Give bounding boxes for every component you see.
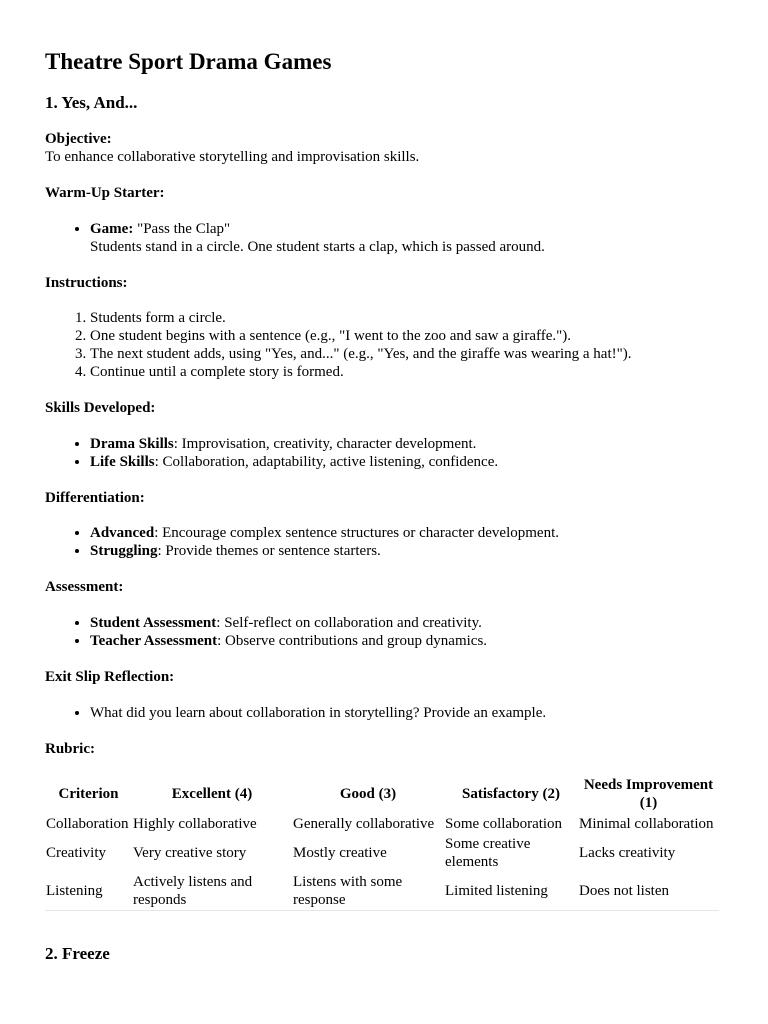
instructions-label: Instructions: <box>45 275 128 291</box>
table-cell: Does not listen <box>578 872 719 911</box>
table-cell: Collaboration <box>46 816 129 832</box>
column-header: Needs Improvement (1) <box>583 777 714 811</box>
list-item: 1. Students form a circle. <box>90 309 748 327</box>
table-cell: Some creative elements <box>445 836 531 870</box>
list-item: • Drama Skills: Improvisation, creativity, character development. <box>90 435 748 453</box>
game2-heading: 2. Freeze <box>45 944 110 963</box>
table-cell: Actively listens and responds <box>132 872 292 911</box>
list-item: • What did you learn about collaboration in storytelling? Provide an example. <box>90 704 748 722</box>
objective-label: Objective: <box>45 131 112 147</box>
differentiation-label: Differentiation: <box>45 490 145 506</box>
list-item: • Life Skills: Collaboration, adaptability, active listening, confidence. <box>90 453 748 471</box>
skills-list <box>45 435 748 471</box>
rubric-table <box>45 774 719 911</box>
table-cell: Limited listening <box>444 872 578 911</box>
table-row <box>45 814 719 834</box>
column-header: Criterion <box>58 786 119 802</box>
skills-label: Skills Developed: <box>45 400 156 416</box>
rubric-label: Rubric: <box>45 741 95 757</box>
exit-slip-label: Exit Slip Reflection: <box>45 669 175 685</box>
column-header: Excellent (4) <box>171 786 253 802</box>
list-item: 2. One student begins with a sentence (e.g., "I went to the zoo and saw a giraffe."). <box>90 327 748 345</box>
table-cell: Highly collaborative <box>133 816 257 832</box>
table-header-row <box>45 774 719 814</box>
table-cell: Listens with some response <box>292 872 444 911</box>
table-cell: Mostly creative <box>293 845 387 861</box>
table-cell: Lacks creativity <box>579 845 676 861</box>
table-cell: Some collaboration <box>445 816 563 832</box>
list-item: • Struggling: Provide themes or sentence starters. <box>90 542 748 560</box>
instructions-list <box>45 309 748 381</box>
list-item: • Game: "Pass the Clap" Students stand in a circle. One student starts a clap, which is passed around. <box>90 220 748 256</box>
list-item: • Advanced: Encourage complex sentence structures or character development. <box>90 524 748 542</box>
list-item: 4. Continue until a complete story is formed. <box>90 363 748 381</box>
table-row <box>45 872 719 911</box>
assessment-label: Assessment: <box>45 579 124 595</box>
objective-text: To enhance collaborative storytelling and improvisation skills. <box>45 149 420 165</box>
assessment-list <box>45 614 748 650</box>
warmup-list <box>45 220 748 256</box>
exit-slip-list <box>45 704 748 722</box>
table-cell: Minimal collaboration <box>579 816 714 832</box>
table-row <box>45 834 719 872</box>
list-item: • Student Assessment: Self-reflect on collaboration and creativity. <box>90 614 748 632</box>
table-cell: Creativity <box>46 845 106 861</box>
table-cell: Very creative story <box>133 845 247 861</box>
table-cell: Generally collaborative <box>293 816 435 832</box>
table-cell: Listening <box>45 872 132 911</box>
list-item: 3. The next student adds, using "Yes, and..." (e.g., "Yes, and the giraffe was wearing a hat!"). <box>90 345 748 363</box>
game1-heading: 1. Yes, And... <box>45 93 138 112</box>
warmup-label: Warm-Up Starter: <box>45 185 165 201</box>
page-title: Theatre Sport Drama Games <box>45 49 332 74</box>
column-header: Good (3) <box>339 786 397 802</box>
column-header: Satisfactory (2) <box>462 786 560 802</box>
list-item: • Teacher Assessment: Observe contributions and group dynamics. <box>90 632 748 650</box>
differentiation-list <box>45 524 748 560</box>
